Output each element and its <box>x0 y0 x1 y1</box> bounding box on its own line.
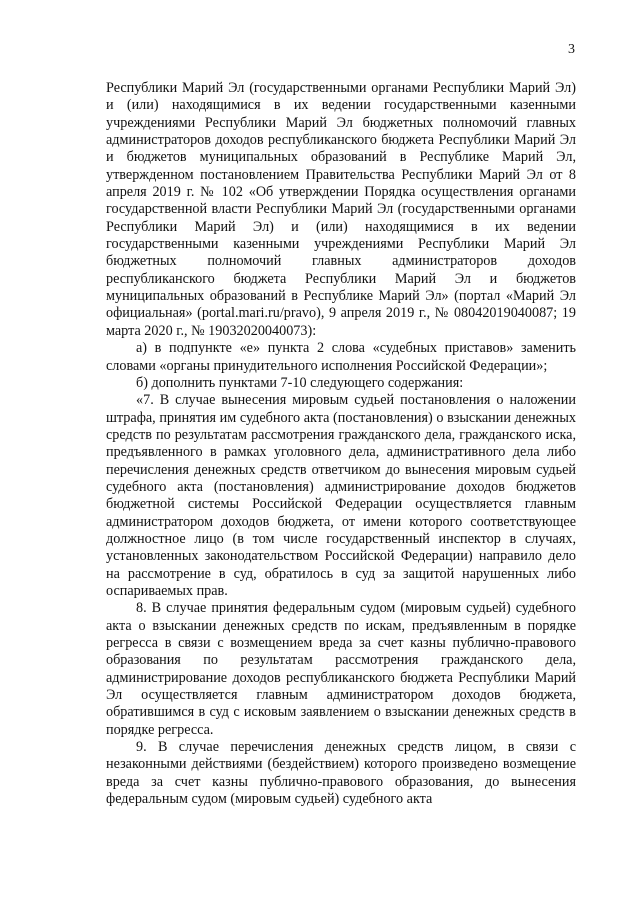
paragraph-b: б) дополнить пунктами 7-10 следующего содержания: <box>136 374 464 391</box>
paragraph-a: а) в подпункте «е» пункта 2 слова «судебных приставов» заменить словами «органы принудительного исполнения Российской Федерации»; <box>106 340 576 374</box>
paragraph-item-8: 8. В случае принятия федеральным судом (мировым судьей) судебного акта о взыскании денежных средств по искам, предъявленным в порядке регресса в связи с возмещением вреда за счет казны публично-правового образования по результатам рассмотрения гражданского дела, администрирование доходов республиканского бюджета Республики Марий Эл осуществляется главным администратором доходов бюджета, обратившимся в суд с исковым заявлением о взыскании денежных средств в порядке регресса. <box>106 600 576 738</box>
paragraph-intro: Республики Марий Эл (государственными органами Республики Марий Эл) и (или) находящимися в их ведении государственными казенными учреждениями Республики Марий Эл бюджетных полномочий главных администраторов доходов республиканского бюджета Республики Марий Эл и бюджетов муниципальных образований в Республике Марий Эл, утвержденном постановлением Правительства Республики Марий Эл от 8 апреля 2019 г. № 102 «Об утверждении Порядка осуществления органами государственной власти Республики Марий Эл (государственными органами Республики Марий Эл) и (или) находящимися в их ведении государственными казенными учреждениями Республики Марий Эл бюджетных полномочий главных администраторов доходов республиканского бюджета Республики Марий Эл и бюджетов муниципальных образований в Республике Марий Эл» (портал «Марий Эл официальная» (portal.mari.ru/pravo), 9 апреля 2019 г., № 08042019040087; 19 марта 2020 г., № 19032020040073): <box>106 80 576 339</box>
page-number: 3 <box>568 42 575 57</box>
document-body <box>106 80 576 808</box>
paragraph-item-7: «7. В случае вынесения мировым судьей постановления о наложении штрафа, принятия им судебного акта (постановления) о взыскании денежных средств по результатам рассмотрения гражданского дела, гражданского иска, предъявленного в рамках уголовного дела, административного дела либо перечисления денежных средств ответчиком до вынесения мировым судьей судебного акта (постановления) администрирование доходов бюджетов бюджетной системы Российской Федерации осуществляется главным администратором доходов бюджета, от имени которого соответствующее должностное лицо (в том числе государственный инспектор в случаях, установленных законодательством Российской Федерации) направило дело на рассмотрение в суд, обратилось в суд за защитой нарушенных либо оспариваемых прав. <box>106 392 576 599</box>
paragraph-item-9: 9. В случае перечисления денежных средств лицом, в связи с незаконными действиями (бездействием) которого произведено возмещение вреда за счет казны публично-правового образования, до вынесения федеральным судом (мировым судьей) судебного акта <box>106 739 576 808</box>
